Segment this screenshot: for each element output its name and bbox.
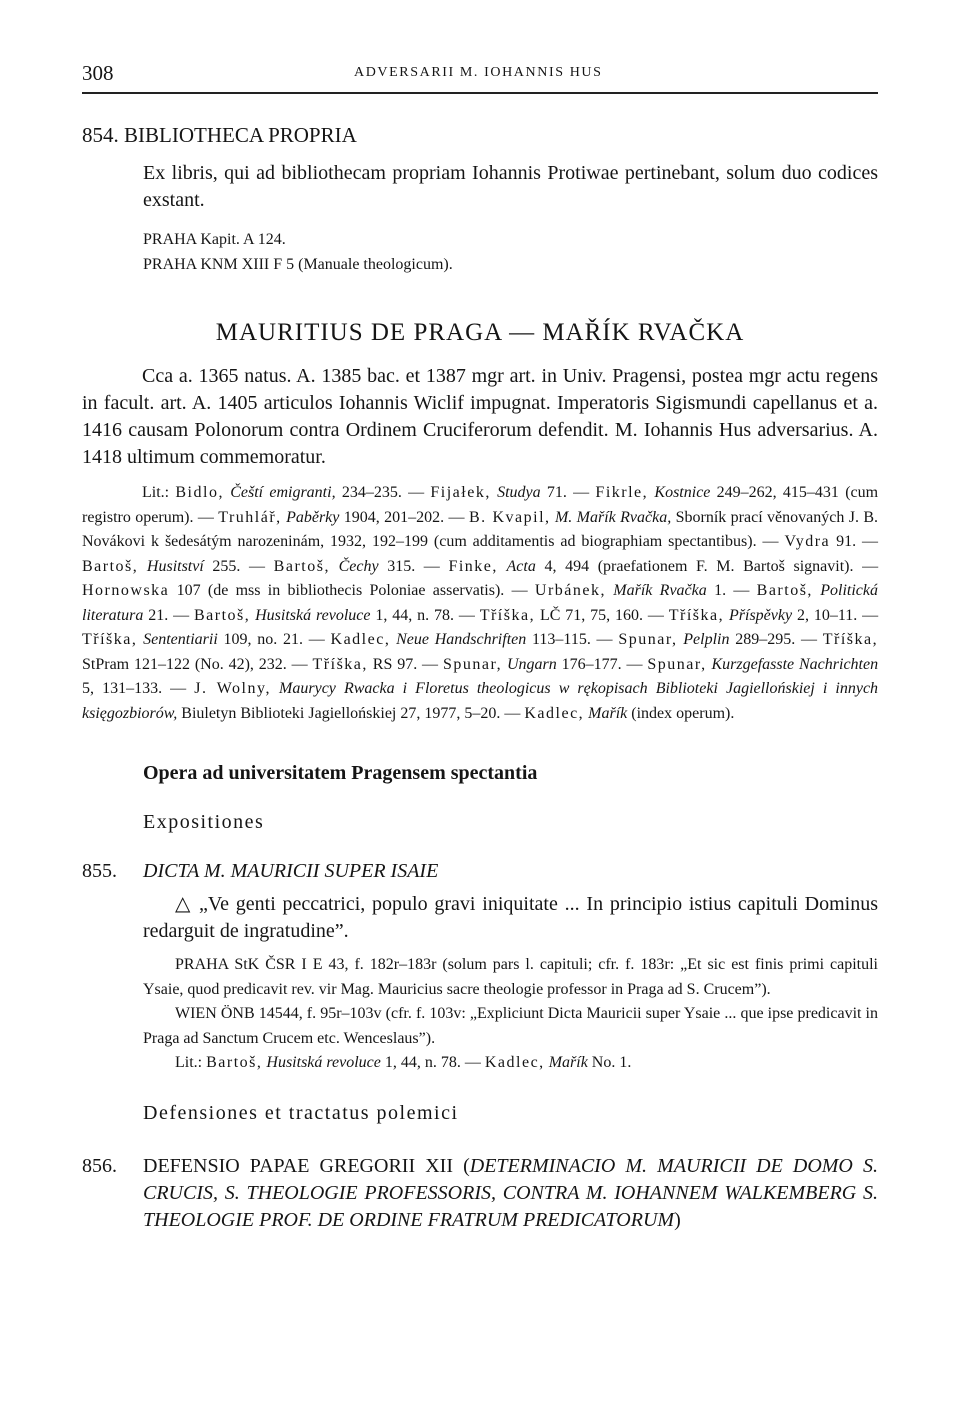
lit-text: No. 1. [591, 1054, 632, 1071]
lit-title: M. Mařík Rvačka, [554, 508, 672, 526]
lit-label: Lit.: [175, 1054, 203, 1071]
lit-text: 71. — [546, 484, 590, 501]
entry-856-number: 856. [82, 1154, 117, 1177]
lit-title: Paběrky [286, 508, 340, 526]
entry-856-title-italic: DETERMINACIO M. MAURICII DE DOMO S. CRUCIS, S. THEOLOGIE PROFESSORIS, CONTRA M. IOHANNEM WALKEMBERG S. THEOLOGIE PROF. DE ORDINE FRATRUM PREDICATORUM [143, 1154, 878, 1231]
entry-855-title: DICTA M. MAURICII SUPER ISAIE [143, 860, 439, 882]
lit-text: 5, 131–133. — [82, 680, 187, 697]
entry-856-title [143, 1153, 878, 1234]
lit-author: Bartoš, [82, 557, 139, 575]
lit-author: J. Wolny, [194, 680, 271, 697]
lit-text: (index operum). [631, 704, 735, 722]
lit-author: Fikrle, [595, 484, 649, 501]
lit-author: Bartoš, [273, 557, 330, 575]
page [82, 56, 878, 1234]
lit-title: Pelplin [683, 631, 730, 648]
entry-855-incipit [82, 891, 878, 945]
page-number: 308 [82, 61, 114, 85]
lit-title: Čechy [338, 557, 379, 575]
lit-title: Mařík [548, 1054, 588, 1071]
entry-855-number: 855. [82, 860, 117, 882]
lit-author: Finke, [448, 557, 498, 575]
lit-text: 315. — [387, 557, 440, 575]
lit-title: Mařík Rvačka [613, 582, 707, 599]
entry-854-heading: 854. BIBLIOTHECA PROPRIA [82, 123, 357, 147]
author-heading: MAURITIUS DE PRAGA — MAŘÍK RVAČKA [215, 319, 745, 346]
lit-title: Ungarn [507, 655, 557, 673]
lit-title: Acta [506, 557, 536, 575]
lit-author: Hornowska [82, 582, 170, 599]
entry-856-title-part: DEFENSIO PAPAE GREGORII XII ( [143, 1154, 470, 1177]
lit-text: 176–177. — [561, 655, 643, 673]
lit-title: Maurycy Rwacka i Floretus theologicus w rękopisach Biblioteki Jagiellońskiej i innych księgozbiorów, [82, 680, 879, 722]
lit-author: Urbánek, [534, 582, 606, 599]
entry-856-title-part: ) [674, 1208, 681, 1231]
lit-label: Lit.: [142, 484, 170, 501]
lit-author: Spunar, [618, 631, 678, 648]
lit-text: 113–115. — [532, 631, 613, 648]
lit-title: Neue Handschriften [396, 631, 527, 648]
page-header [82, 56, 878, 94]
lit-author: Tříška, [82, 631, 138, 648]
lit-title: Studya [497, 484, 541, 501]
lit-author: Kadlec, [484, 1054, 545, 1071]
lit-author: Spunar, [442, 655, 503, 673]
entry-854-ms-1: PRAHA Kapit. A 124. [143, 231, 286, 248]
section-expositiones-heading: Expositiones [143, 811, 265, 833]
lit-text: LČ 71, 75, 160. — [539, 606, 664, 624]
lit-text: RS 97. — [372, 655, 439, 673]
lit-title: Sententiarii [143, 631, 218, 648]
lit-title: Příspěvky [729, 606, 793, 624]
lit-text: StPram 121–122 (No. 42), 232. — [82, 655, 308, 673]
section-defensiones-heading: Defensiones et tractatus polemici [143, 1101, 459, 1124]
lit-author: Tříška, [479, 606, 536, 624]
lit-title: Husitství [146, 557, 204, 575]
lit-title: Politická literatura [82, 582, 878, 624]
lit-text: 1. — [714, 582, 750, 599]
entry-855-literature [82, 1051, 878, 1076]
lit-title: Husitská revoluce [255, 606, 371, 624]
lit-author: Vydra [784, 533, 831, 550]
entry-855-heading [82, 858, 878, 885]
lit-author: Kadlec, [330, 631, 391, 648]
author-literature [82, 481, 878, 726]
lit-text: 1904, 201–202. — [343, 508, 465, 526]
entry-854-text: Ex libris, qui ad bibliothecam propriam Iohannis Protiwae pertinebant, solum duo codices exstant. [143, 162, 878, 211]
lit-text: Sborník prací věnovaných J. B. Novákovi k šedesátým narozeninám, 1932, 192–199 (cum additamentis ad biographiam spectantibus). — [82, 508, 879, 550]
lit-text: 21. — [148, 606, 190, 624]
triangle-icon: △ [175, 893, 193, 915]
lit-author: Truhlář, [218, 508, 282, 526]
lit-text: 109, no. 21. — [223, 631, 325, 648]
entry-855-ms-2: WIEN ÖNB 14544, f. 95r–103v (cfr. f. 103v: „Expliciunt Dicta Mauricii super Ysaie ... que ipse predicavit in Praga ad Sanctum Crucem etc. Wenceslaus”). [143, 1005, 878, 1047]
lit-text: 1, 44, n. 78. — [375, 606, 475, 624]
lit-text: 255. — [212, 557, 266, 575]
lit-text: 91. — [836, 533, 878, 550]
lit-title: Čeští emigranti, [230, 484, 336, 501]
lit-text: 2, 10–11. — [796, 606, 879, 624]
lit-author: Bidlo, [175, 484, 224, 501]
lit-text: 289–295. — [735, 631, 817, 648]
lit-title: Mařík [588, 704, 628, 722]
lit-text: 1, 44, n. 78. — [384, 1054, 481, 1071]
lit-author: Kadlec, [524, 704, 585, 722]
lit-author: Fijałek, [430, 484, 491, 501]
lit-title: Kostnice [654, 484, 711, 501]
entry-856-heading [82, 1153, 878, 1234]
lit-text: 107 (de mss in bibliothecis Poloniae asservatis). — [176, 582, 528, 599]
lit-text: 234–235. — [341, 484, 425, 501]
lit-author: Tříška, [822, 631, 879, 648]
lit-author: Bartoš, [206, 1054, 263, 1071]
lit-text: 4, 494 (praefationem F. M. Bartoš signavit). — [544, 557, 879, 575]
lit-author: Bartoš, [756, 582, 813, 599]
lit-title: Kurzgefasste Nachrichten [711, 655, 879, 673]
lit-author: Spunar, [647, 655, 707, 673]
entry-855-ms-1: PRAHA StK ČSR I E 43, f. 182r–183r (solum pars l. capituli; cfr. f. 183r: „Et sic est finis primi capituli Ysaie, quod predicavit rev. vir Mag. Mauricius sacre theologie professor in Praga ad S. Crucem”). [143, 956, 878, 998]
lit-text: Biuletyn Biblioteki Jagiellońskiej 27, 1977, 5–20. — [181, 704, 521, 722]
entry-854-ms-2: PRAHA KNM XIII F 5 (Manuale theologicum). [143, 255, 453, 273]
running-head: ADVERSARII M. IOHANNIS HUS [354, 65, 603, 80]
lit-title: Husitská revoluce [266, 1054, 381, 1071]
lit-author: Tříška, [668, 606, 725, 624]
lit-author: Tříška, [312, 655, 368, 673]
lit-author: B. Kvapil, [468, 508, 551, 526]
section-opera-heading: Opera ad universitatem Pragensem spectantia [143, 762, 538, 784]
author-biography: Cca a. 1365 natus. A. 1385 bac. et 1387 mgr art. in Univ. Pragensi, postea mgr actu regens in facult. art. A. 1405 articulos Iohannis Wiclif impugnat. Imperatoris Sigismundi capellanus et a. 1416 causam Polonorum contra Ordinem Cruciferorum defendit. M. Iohannis Hus adversarius. A. 1418 ultimum commemoratur. [82, 365, 878, 468]
lit-text: 249–262, 415–431 (cum registro operum). — [82, 484, 879, 526]
lit-author: Bartoš, [193, 606, 251, 624]
incipit-text: „Ve genti peccatrici, populo gravi iniquitate ... In principio istius capituli Dominus redarguit de ingratudine”. [143, 893, 879, 942]
